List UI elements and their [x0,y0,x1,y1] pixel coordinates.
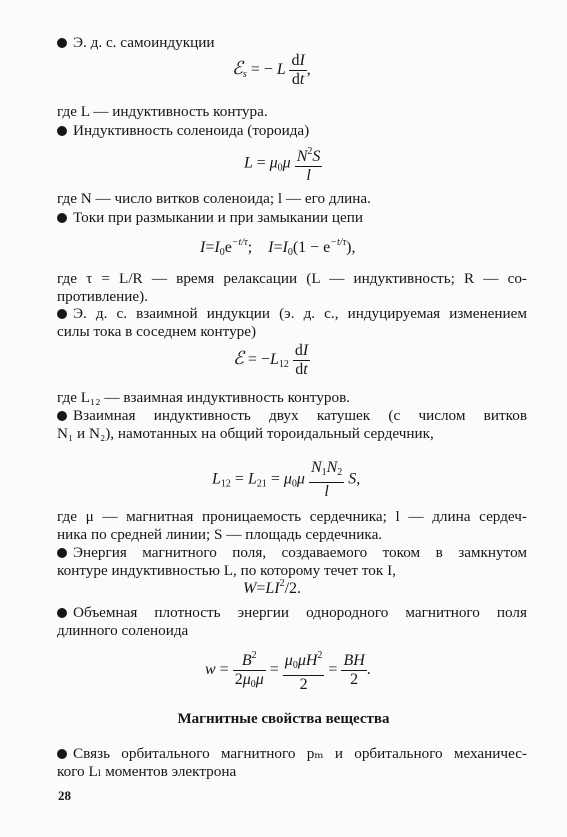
bullet-orbital-moments-2: кого Lₗ моментов электрона [57,763,237,780]
text-turns-length: где N — число витков соленоида; l — его длина. [57,190,371,207]
bullet-mutual-emf-1: Э. д. с. взаимной индукции (э. д. с., индуцируемая изменением [57,304,527,323]
bullet-self-induction-emf: Э. д. с. самоиндукции [57,33,527,52]
bullet-icon [57,548,67,558]
bullet-mutual-emf-2: силы тока в соседнем контуре) [57,323,257,340]
bullet-solenoid-inductance: Индуктивность соленоида (тороида) [57,121,527,140]
formula-mutual-emf: ℰ = $-L_{12}$ $\frac{dI}{dt}$ [233,342,309,378]
section-heading: Магнитные свойства вещества [177,711,390,727]
bullet-two-coils-1: Взаимная индуктивность двух катушек (с числом витков [57,406,527,425]
bullet-icon [57,38,67,48]
text-mutual-inductance: где L₁₂ — взаимная индуктивность контуров. [57,389,351,406]
page-number: 28 [58,788,71,803]
formula-currents: $I=I_0e^{-t/\tau}$; $I=I_0(1 - e^{-t/\tau})$, [200,237,356,258]
bullet-two-coils-2: N₁ и N₂), намотанных на общий тороидальный сердечник, [57,425,434,442]
bullet-field-energy-2: контуре индуктивностью L, по которому течет ток I, [57,562,396,579]
text-relaxation-time-2: противление). [57,288,149,305]
bullet-icon [57,213,67,223]
bullet-icon [57,608,67,618]
bullet-energy-density-1: Объемная плотность энергии однородного магнитного поля [57,603,527,622]
bullet-energy-density-2: длинного соленоида [57,622,189,639]
formula-energy-density: w = $\frac{B^2}{2\mu_0\mu}$ = $\frac{\mu_0\mu H^2}{2}$ = $\frac{BH}{2}$ . [205,647,371,694]
formula-self-induction-emf: ℰ$_s$ = − L $\frac{dI}{dt}$ , [232,52,311,88]
text-permeability-1: где μ — магнитная проницаемость сердечника; l — длина сердеч- [57,508,527,525]
text-permeability-2: ника по средней линии; S — площадь сердечника. [57,526,383,543]
text-relaxation-time-1: где τ = L/R — время релаксации (L — индуктивность; R — со- [57,270,527,287]
bullet-icon [57,411,67,421]
bullet-field-energy-1: Энергия магнитного поля, создаваемого током в замкнутом [57,543,527,562]
bullet-icon [57,126,67,136]
formula-field-energy: $W=LI^2/2$. [243,578,302,597]
formula-mutual-inductance: $L_{12} = L_{21} = \mu_0\mu$ $\frac{N_1N_2}{l}$ S, [212,459,361,500]
bullet-orbital-moments-1: Связь орбитального магнитного pₘ и орбитального механичес- [57,744,527,763]
formula-solenoid-inductance: $L = \mu_0\mu$ $\frac{N^2S}{l}$ [244,143,322,185]
text-inductance-def: где L — индуктивность контура. [57,103,268,120]
bullet-icon [57,309,67,319]
bullet-currents: Токи при размыкании и при замыкании цепи [57,208,527,227]
bullet-icon [57,749,67,759]
